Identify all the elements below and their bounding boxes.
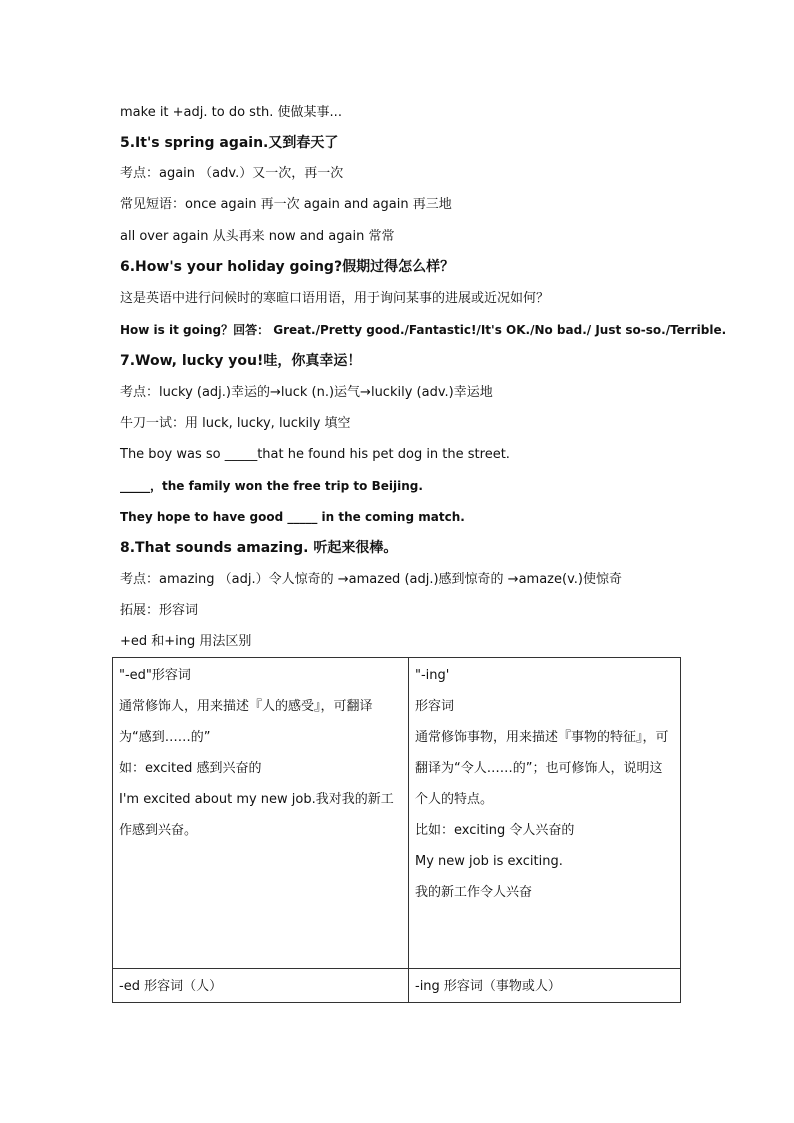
heading-5: 5.It's spring again.又到春天了	[120, 135, 339, 151]
ing-subtitle: 形容词	[415, 699, 455, 714]
heading-6: 6.How's your holiday going?假期过得怎么样？	[120, 259, 455, 275]
ed-adjective-cell	[113, 658, 409, 969]
table-row	[113, 658, 681, 969]
exercise-sentence-1: The boy was so _____that he found his pet dog in the street.	[120, 447, 510, 462]
phrase-make-it: make it +adj. to do sth. 使做某事...	[120, 105, 342, 120]
ing-adjective-cell	[409, 658, 681, 969]
ing-title: "-ing'	[415, 668, 450, 683]
ing-summary-cell: -ing 形容词（事物或人）	[409, 969, 681, 1003]
ing-usage: 通常修饰事物，用来描述『事物的特征』，可翻译为“令人……的”；也可修饰人，说明这个人的特点。	[415, 730, 669, 807]
ed-usage: 通常修饰人，用来描述『人的感受』，可翻译为“感到……的”	[119, 699, 373, 745]
ing-translation: 我的新工作令人兴奋	[415, 885, 533, 900]
exercise-intro: 牛刀一试：用 luck, lucky, luckily 填空	[120, 416, 351, 431]
heading-8: 8.That sounds amazing. 听起来很棒。	[120, 540, 398, 556]
point-amazing: 考点：amazing （adj.）令人惊奇的 →amazed (adj.)感到惊奇的 →amaze(v.)使惊奇	[120, 572, 622, 587]
table-row	[113, 969, 681, 1003]
ing-example: 比如：exciting 令人兴奋的	[415, 823, 575, 838]
ed-title: "-ed"形容词	[119, 668, 191, 683]
greeting-answers: How is it going？回答： Great./Pretty good./Fantastic!/It's OK./No bad./ Just so-so./Terrible.	[120, 323, 727, 337]
ing-sentence: My new job is exciting.	[415, 854, 563, 869]
heading-7: 7.Wow, lucky you!哇，你真幸运！	[120, 353, 362, 369]
ed-summary-cell: -ed 形容词（人）	[113, 969, 409, 1003]
exercise-sentence-3: They hope to have good _____ in the coming match.	[120, 510, 465, 524]
extension-adjectives: 拓展：形容词	[120, 603, 199, 618]
exercise-sentence-2: _____，the family won the free trip to Beijing.	[120, 479, 423, 493]
ed-sentence: I'm excited about my new job.我对我的新工作感到兴奋。	[119, 792, 394, 838]
greeting-explanation: 这是英语中进行问候时的寒暄口语用语，用于询问某事的进展或近况如何？	[120, 291, 550, 306]
ed-example: 如：excited 感到兴奋的	[119, 761, 262, 776]
ed-ing-comparison-table	[112, 657, 681, 1003]
ed-ing-difference: +ed 和+ing 用法区别	[120, 634, 252, 649]
point-again: 考点：again （adv.）又一次，再一次	[120, 166, 344, 181]
point-lucky: 考点：lucky (adj.)幸运的→luck (n.)运气→luckily (adv.)幸运地	[120, 385, 493, 400]
more-phrases: all over again 从头再来 now and again 常常	[120, 229, 395, 244]
common-phrases: 常见短语：once again 再一次 again and again 再三地	[120, 197, 452, 212]
